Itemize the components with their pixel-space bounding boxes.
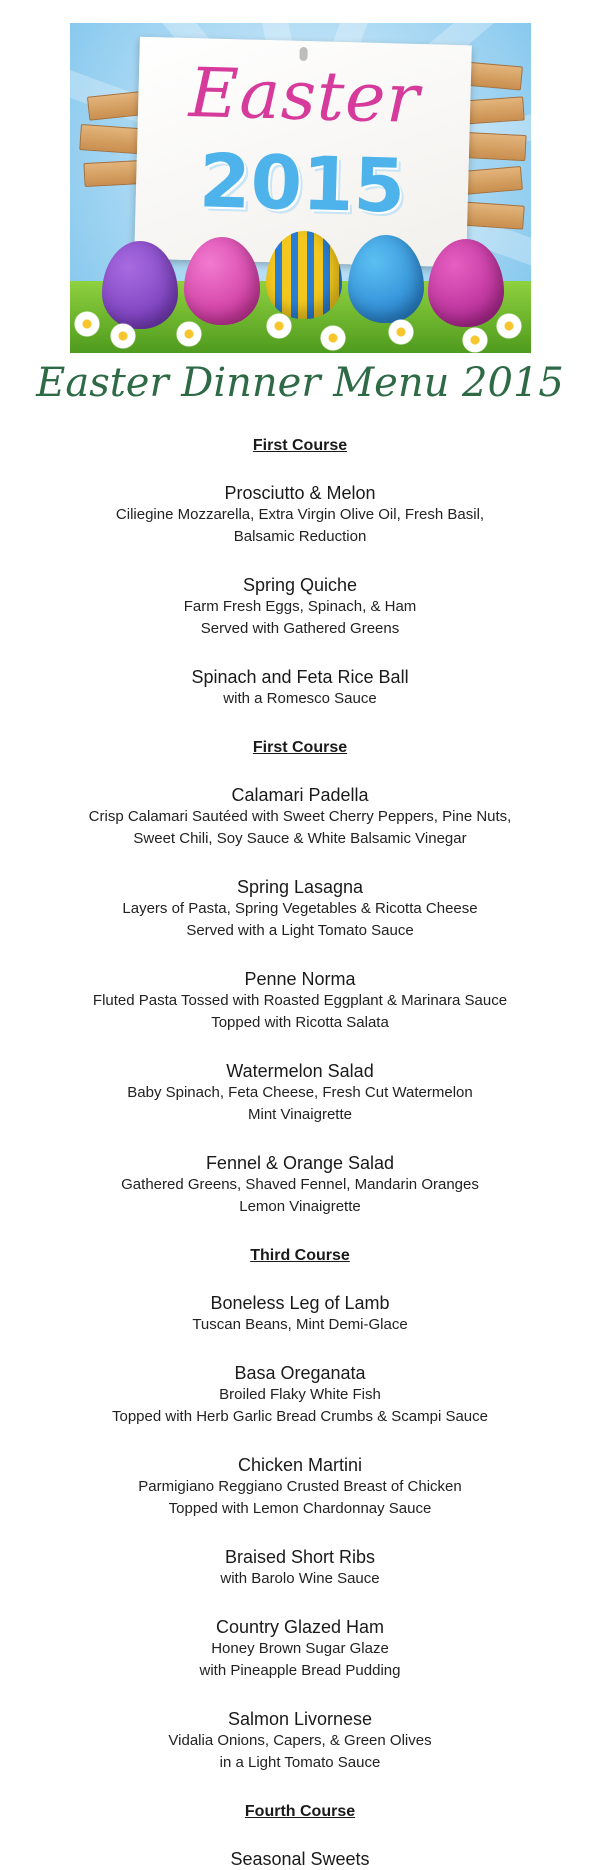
menu-body: [0, 436, 600, 1870]
dish-description: Topped with Lemon Chardonnay Sauce: [168, 1500, 432, 1517]
dish-name: Salmon Livornese: [227, 1709, 373, 1729]
daisy-icon: [320, 325, 346, 351]
menu-item: [0, 1362, 600, 1428]
dish-description: Balsamic Reduction: [233, 528, 367, 545]
course-section: [0, 738, 600, 1218]
menu-item: [0, 876, 600, 942]
dish-name: Chicken Martini: [237, 1455, 363, 1475]
course-section: [0, 1246, 600, 1774]
dish-description: with Barolo Wine Sauce: [220, 1570, 380, 1587]
dish-description: Served with a Light Tomato Sauce: [186, 922, 414, 939]
course-section: [0, 1802, 600, 1870]
daisy-icon: [176, 321, 202, 347]
dish-description: Gathered Greens, Shaved Fennel, Mandarin Oranges: [121, 1176, 479, 1193]
menu-item: [0, 1546, 600, 1590]
magenta-egg-icon: [428, 239, 504, 327]
easter-banner-image: [70, 23, 531, 353]
menu-item: [0, 1454, 600, 1520]
dish-name: Braised Short Ribs: [224, 1547, 376, 1567]
course-heading: First Course: [252, 437, 348, 454]
course-section: [0, 436, 600, 710]
dish-description: Crisp Calamari Sautéed with Sweet Cherry Peppers, Pine Nuts,: [88, 808, 512, 825]
daisy-icon: [462, 327, 488, 353]
dish-description: with Pineapple Bread Pudding: [199, 1662, 401, 1679]
daisy-icon: [388, 319, 414, 345]
course-heading: Third Course: [250, 1247, 350, 1264]
menu-item: [0, 784, 600, 850]
dish-description: Parmigiano Reggiano Crusted Breast of Chicken: [138, 1478, 462, 1495]
dish-description: Fluted Pasta Tossed with Roasted Eggplant & Marinara Sauce: [92, 992, 508, 1009]
dish-description: Ciliegine Mozzarella, Extra Virgin Olive Oil, Fresh Basil,: [115, 506, 485, 523]
menu-item: [0, 1152, 600, 1218]
dish-description: with a Romesco Sauce: [223, 690, 377, 707]
dish-description: Vidalia Onions, Capers, & Green Olives: [168, 1732, 432, 1749]
daisy-icon: [110, 323, 136, 349]
dish-name: Spring Lasagna: [236, 877, 364, 897]
dish-name: Boneless Leg of Lamb: [210, 1293, 390, 1313]
menu-item: [0, 666, 600, 710]
dish-description: Honey Brown Sugar Glaze: [211, 1640, 389, 1657]
dish-name: Watermelon Salad: [226, 1061, 374, 1081]
dish-description: Topped with Herb Garlic Bread Crumbs & Scampi Sauce: [112, 1408, 488, 1425]
daisy-icon: [266, 313, 292, 339]
banner-headline: Easter: [187, 54, 422, 140]
dish-description: Mint Vinaigrette: [248, 1106, 352, 1123]
dish-description: Broiled Flaky White Fish: [219, 1386, 381, 1403]
dish-description: Sweet Chili, Soy Sauce & White Balsamic Vinegar: [133, 830, 467, 847]
dish-description: Tuscan Beans, Mint Demi-Glace: [192, 1316, 408, 1333]
dish-name: Spinach and Feta Rice Ball: [191, 667, 409, 687]
dish-name: Fennel & Orange Salad: [205, 1153, 395, 1173]
dish-description: Lemon Vinaigrette: [239, 1198, 361, 1215]
dish-description: Farm Fresh Eggs, Spinach, & Ham: [183, 598, 417, 615]
dish-description: Topped with Ricotta Salata: [211, 1014, 389, 1031]
menu-item: [0, 1292, 600, 1336]
dish-name: Calamari Padella: [231, 785, 369, 805]
dish-name: Penne Norma: [244, 969, 356, 989]
daisy-icon: [496, 313, 522, 339]
menu-item: [0, 482, 600, 548]
dish-name: Spring Quiche: [242, 575, 358, 595]
banner-year: 2015: [198, 138, 407, 230]
menu-item: [0, 1708, 600, 1774]
menu-item: [0, 1060, 600, 1126]
dish-description: in a Light Tomato Sauce: [219, 1754, 381, 1771]
menu-item: [0, 968, 600, 1034]
dish-description: Layers of Pasta, Spring Vegetables & Ricotta Cheese: [122, 900, 478, 917]
menu-item: [0, 1848, 600, 1870]
course-heading: Fourth Course: [244, 1803, 356, 1820]
dish-name: Basa Oreganata: [234, 1363, 366, 1383]
menu-item: [0, 1616, 600, 1682]
dish-description: Served with Gathered Greens: [200, 620, 400, 637]
dish-name: Seasonal Sweets: [230, 1849, 370, 1869]
dish-name: Country Glazed Ham: [215, 1617, 385, 1637]
daisy-icon: [74, 311, 100, 337]
course-heading: First Course: [252, 739, 348, 756]
menu-item: [0, 574, 600, 640]
dish-description: Baby Spinach, Feta Cheese, Fresh Cut Watermelon: [127, 1084, 473, 1101]
menu-title: Easter Dinner Menu 2015: [36, 360, 564, 406]
dish-name: Prosciutto & Melon: [224, 483, 376, 503]
